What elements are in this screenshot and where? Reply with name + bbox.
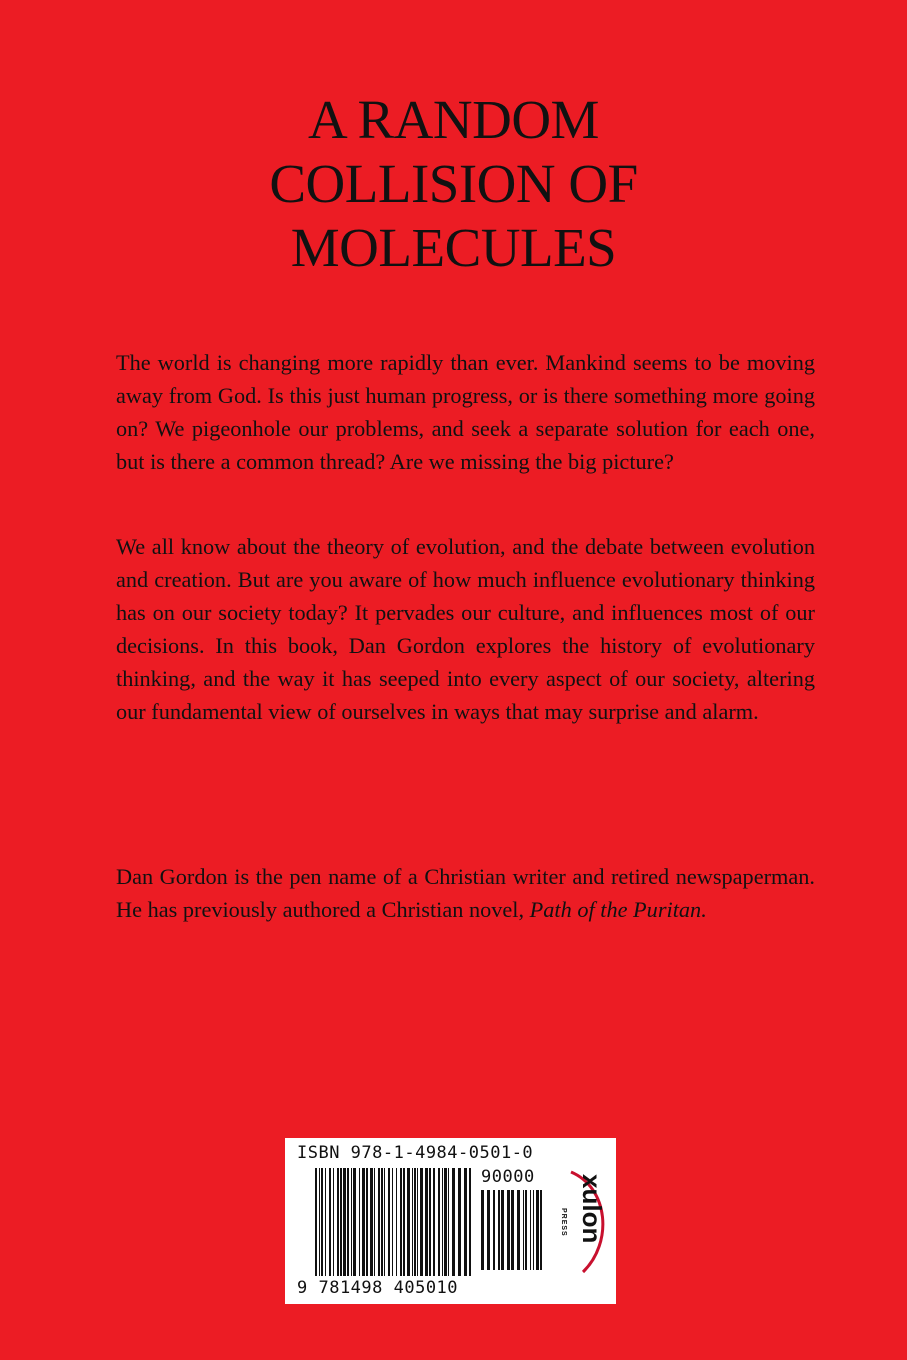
barcode-bar: [493, 1190, 495, 1270]
novel-title: Path of the Puritan.: [529, 897, 707, 922]
barcode-bar: [458, 1168, 461, 1276]
isbn-barcode: [285, 1138, 616, 1304]
barcode-bar: [540, 1190, 542, 1270]
barcode-bar: [384, 1168, 385, 1276]
barcode-bar: [498, 1190, 500, 1270]
barcode-bar: [337, 1168, 339, 1276]
title-line: COLLISION OF: [269, 153, 638, 214]
barcode-bar: [444, 1168, 447, 1276]
book-title: [0, 88, 907, 280]
barcode-bar: [319, 1168, 320, 1276]
barcode-bar: [325, 1168, 326, 1276]
barcode-bar: [511, 1190, 514, 1270]
barcode-bar: [366, 1168, 368, 1276]
publisher-name: xulon: [577, 1174, 607, 1244]
barcode-bar: [370, 1168, 373, 1276]
barcode-bar: [448, 1168, 449, 1276]
title-line: A RANDOM: [308, 89, 599, 150]
barcode-bar: [442, 1168, 443, 1276]
barcode-bar: [412, 1168, 413, 1276]
barcode-bar: [329, 1168, 331, 1276]
barcode-bar: [351, 1168, 352, 1276]
publisher-sub: PRESS: [560, 1208, 567, 1237]
isbn-label: ISBN 978-1-4984-0501-0: [297, 1143, 534, 1163]
barcode-bar: [333, 1168, 334, 1276]
barcode-bar: [536, 1190, 539, 1270]
barcode-bar: [321, 1168, 323, 1276]
barcode-bar: [501, 1190, 504, 1270]
barcode-bar: [381, 1168, 383, 1276]
publisher-logo: [555, 1168, 611, 1278]
barcode-bar: [374, 1168, 375, 1276]
barcode-bar: [452, 1168, 455, 1276]
blurb-paragraph-2: We all know about the theory of evolution, and the debate between evolution and creation. But are you aware of how much influence evolutionary thinking has on our society today? It pervades our culture, and influences most of our decisions. In this book, Dan Gordon explores the history of evolutionary thinking, and the way it has seeped into every aspect of our society, altering our fundamental view of ourselves in ways that may surprise and alarm.: [116, 534, 815, 724]
barcode-bar: [396, 1168, 397, 1276]
barcode-bar: [378, 1168, 380, 1276]
barcode-bar: [507, 1190, 510, 1270]
barcode-bar: [487, 1190, 490, 1270]
barcode-bar: [425, 1168, 428, 1276]
barcode-bar: [343, 1168, 346, 1276]
barcode-bar: [400, 1168, 402, 1276]
barcode-bar: [464, 1168, 467, 1276]
barcode-bar: [403, 1168, 405, 1276]
barcode-bar: [530, 1190, 531, 1270]
barcode-bar: [469, 1168, 471, 1276]
barcode-bar: [359, 1168, 360, 1276]
barcode-bar: [362, 1168, 365, 1276]
barcode-bar: [340, 1168, 342, 1276]
barcode-bar: [523, 1190, 524, 1270]
blurb-paragraph-1: The world is changing more rapidly than ever. Mankind seems to be moving away from God. Is this just human progress, or is there something more going on? We pigeonhole our problems, and seek a separate solution for each one, but is there a common thread? Are we missing the big picture?: [116, 350, 815, 474]
barcode-bar: [417, 1168, 418, 1276]
author-bio-text: Dan Gordon is the pen name of a Christian writer and retired newspaperman. He has previously authored a Christian novel,: [116, 864, 815, 922]
author-bio: [116, 860, 815, 926]
barcode-bar: [347, 1168, 349, 1276]
barcode-digits: 9 781498 405010: [297, 1278, 459, 1298]
title-line: MOLECULES: [290, 217, 617, 278]
barcode-bars: [315, 1168, 475, 1276]
barcode-bar: [353, 1168, 356, 1276]
barcode-bar: [433, 1168, 435, 1276]
barcode-bar: [533, 1190, 534, 1270]
barcode-bar: [517, 1190, 520, 1270]
barcode-bar: [388, 1168, 390, 1276]
barcode-bar: [315, 1168, 317, 1276]
barcode-bar: [481, 1190, 484, 1270]
barcode-bar: [392, 1168, 393, 1276]
barcode-bar: [414, 1168, 416, 1276]
barcode-bar: [525, 1190, 527, 1270]
barcode-bar: [429, 1168, 431, 1276]
addon-bars: [481, 1190, 549, 1270]
addon-number: 90000: [481, 1167, 535, 1187]
barcode-bar: [407, 1168, 410, 1276]
barcode-bar: [420, 1168, 423, 1276]
barcode-bar: [438, 1168, 440, 1276]
